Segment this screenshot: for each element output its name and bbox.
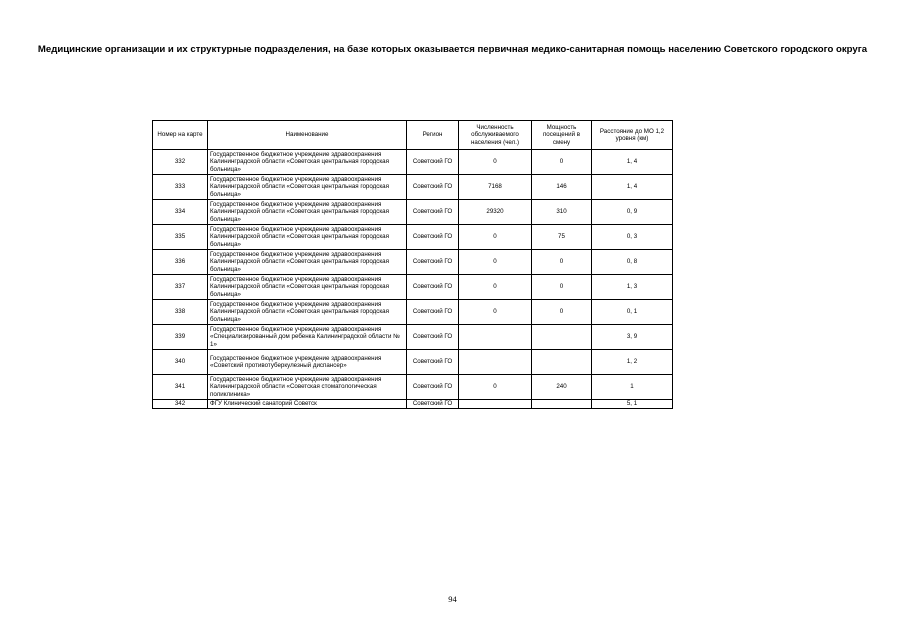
header-capacity: Мощность посещений в смену: [532, 121, 592, 150]
cell-population: 0: [459, 225, 532, 250]
cell-name: Государственное бюджетное учреждение здравоохранения Калининградской области «Советская стоматологическая поликлиника»: [208, 375, 407, 400]
cell-population: [459, 350, 532, 375]
cell-map-number: 333: [153, 175, 208, 200]
cell-capacity: 146: [532, 175, 592, 200]
cell-distance: 0, 1: [592, 300, 673, 325]
cell-region: Советский ГО: [407, 400, 459, 409]
table-row: [153, 325, 673, 350]
cell-map-number: 339: [153, 325, 208, 350]
cell-population: 7168: [459, 175, 532, 200]
header-name: Наименование: [208, 121, 407, 150]
organizations-table: [152, 120, 673, 409]
cell-name: Государственное бюджетное учреждение здравоохранения Калининградской области «Советская центральная городская больница»: [208, 200, 407, 225]
cell-population: 0: [459, 150, 532, 175]
cell-name: Государственное бюджетное учреждение здравоохранения Калининградской области «Советская центральная городская больница»: [208, 300, 407, 325]
cell-capacity: 0: [532, 250, 592, 275]
cell-map-number: 338: [153, 300, 208, 325]
header-distance: Расстояние до МО 1,2 уровня (км): [592, 121, 673, 150]
cell-name: Государственное бюджетное учреждение здравоохранения «Советский противотуберкулезный диспансер»: [208, 350, 407, 375]
table-row: [153, 350, 673, 375]
cell-distance: 3, 9: [592, 325, 673, 350]
cell-region: Советский ГО: [407, 300, 459, 325]
cell-population: 0: [459, 375, 532, 400]
cell-distance: 0, 8: [592, 250, 673, 275]
cell-capacity: 0: [532, 150, 592, 175]
table-header-row: [153, 121, 673, 150]
cell-name: Государственное бюджетное учреждение здравоохранения Калининградской области «Советская центральная городская больница»: [208, 275, 407, 300]
cell-population: 0: [459, 300, 532, 325]
cell-distance: 0, 9: [592, 200, 673, 225]
page-title: Медицинские организации и их структурные подразделения, на базе которых оказывается первичная медико-санитарная помощь населению Советского городского округа: [37, 44, 868, 55]
cell-region: Советский ГО: [407, 150, 459, 175]
cell-capacity: [532, 350, 592, 375]
cell-map-number: 340: [153, 350, 208, 375]
table-row: [153, 200, 673, 225]
cell-capacity: [532, 400, 592, 409]
cell-map-number: 336: [153, 250, 208, 275]
cell-capacity: 0: [532, 275, 592, 300]
cell-population: [459, 325, 532, 350]
header-population: Численность обслуживаемого населения (чел.): [459, 121, 532, 150]
page-number: 94: [448, 594, 457, 604]
cell-map-number: 337: [153, 275, 208, 300]
cell-name: Государственное бюджетное учреждение здравоохранения Калининградской области «Советская центральная городская больница»: [208, 150, 407, 175]
organizations-table-wrap: [152, 120, 673, 409]
cell-population: 29320: [459, 200, 532, 225]
cell-name: ФГУ Клинический санаторий Советск: [208, 400, 407, 409]
cell-population: 0: [459, 275, 532, 300]
cell-population: 0: [459, 250, 532, 275]
cell-distance: 0, 3: [592, 225, 673, 250]
table-row: [153, 250, 673, 275]
cell-capacity: 240: [532, 375, 592, 400]
header-region: Регион: [407, 121, 459, 150]
cell-region: Советский ГО: [407, 200, 459, 225]
table-row: [153, 375, 673, 400]
cell-region: Советский ГО: [407, 325, 459, 350]
cell-name: Государственное бюджетное учреждение здравоохранения «Специализированный дом ребенка Калининградской области № 1»: [208, 325, 407, 350]
cell-map-number: 332: [153, 150, 208, 175]
cell-region: Советский ГО: [407, 175, 459, 200]
cell-map-number: 341: [153, 375, 208, 400]
cell-distance: 1, 4: [592, 150, 673, 175]
cell-distance: 1, 3: [592, 275, 673, 300]
cell-region: Советский ГО: [407, 250, 459, 275]
table-row: [153, 150, 673, 175]
cell-distance: 1: [592, 375, 673, 400]
cell-name: Государственное бюджетное учреждение здравоохранения Калининградской области «Советская центральная городская больница»: [208, 250, 407, 275]
cell-region: Советский ГО: [407, 275, 459, 300]
cell-capacity: [532, 325, 592, 350]
cell-region: Советский ГО: [407, 225, 459, 250]
table-row: [153, 275, 673, 300]
table-row: [153, 300, 673, 325]
cell-name: Государственное бюджетное учреждение здравоохранения Калининградской области «Советская центральная городская больница»: [208, 225, 407, 250]
cell-name: Государственное бюджетное учреждение здравоохранения Калининградской области «Советская центральная городская больница»: [208, 175, 407, 200]
cell-capacity: 310: [532, 200, 592, 225]
table-row: [153, 400, 673, 409]
cell-distance: 1, 4: [592, 175, 673, 200]
cell-map-number: 342: [153, 400, 208, 409]
cell-map-number: 335: [153, 225, 208, 250]
header-map-number: Номер на карте: [153, 121, 208, 150]
cell-map-number: 334: [153, 200, 208, 225]
cell-distance: 1, 2: [592, 350, 673, 375]
cell-distance: 5, 1: [592, 400, 673, 409]
cell-capacity: 75: [532, 225, 592, 250]
cell-population: [459, 400, 532, 409]
cell-capacity: 0: [532, 300, 592, 325]
cell-region: Советский ГО: [407, 350, 459, 375]
cell-region: Советский ГО: [407, 375, 459, 400]
table-row: [153, 175, 673, 200]
table-row: [153, 225, 673, 250]
